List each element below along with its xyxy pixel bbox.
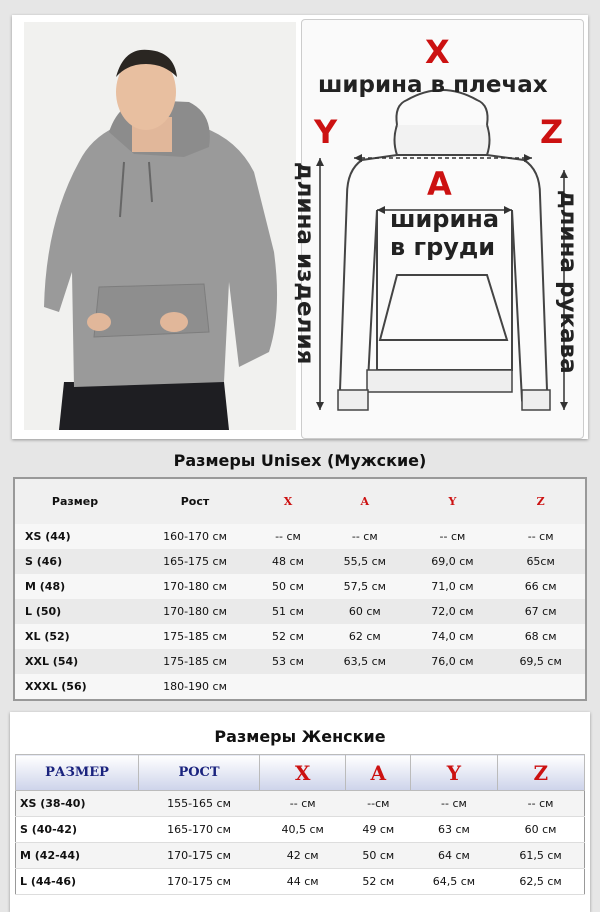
unisex-size-table (13, 477, 587, 701)
cell-a (321, 674, 409, 700)
cell-a: 63,5 см (321, 649, 409, 674)
header-size: РАЗМЕР (16, 755, 139, 791)
cell-a: 57,5 см (321, 574, 409, 599)
cell-z: 66 см (496, 574, 586, 599)
chest-label-line2: в груди (390, 233, 496, 261)
table-row (14, 674, 586, 700)
header-y: Y (411, 755, 497, 791)
cell-y: 69,0 см (409, 549, 497, 574)
women-title: Размеры Женские (214, 727, 386, 746)
cell-a: --см (346, 791, 411, 817)
cell-height: 170-175 см (139, 843, 260, 869)
header-size: Размер (51, 495, 99, 508)
table-row (14, 624, 586, 649)
cell-y: 76,0 см (409, 649, 497, 674)
header-height: Рост (180, 495, 210, 508)
cell-y: 71,0 см (409, 574, 497, 599)
table-header-row (14, 478, 586, 524)
cell-y (409, 674, 497, 700)
header-height: РОСТ (139, 755, 260, 791)
cell-y: 63 см (411, 817, 497, 843)
cell-y: 72,0 см (409, 599, 497, 624)
cell-x: 52 см (255, 624, 321, 649)
cell-z: -- см (496, 524, 586, 549)
table-row (14, 574, 586, 599)
cell-size: XXXL (56) (14, 674, 135, 700)
cell-size: M (42-44) (16, 843, 139, 869)
cell-height: 160-170 см (135, 524, 255, 549)
table-row (14, 599, 586, 624)
cell-a: -- см (321, 524, 409, 549)
z-letter: Z (540, 113, 564, 151)
header-a: A (360, 495, 370, 508)
cell-y: 64,5 см (411, 869, 497, 895)
unisex-title: Размеры Unisex (Мужские) (173, 451, 427, 470)
chest-label-line1: ширина (390, 205, 500, 233)
cell-height: 165-175 см (135, 549, 255, 574)
cell-height: 175-185 см (135, 624, 255, 649)
cell-a: 52 см (346, 869, 411, 895)
table-row (16, 843, 585, 869)
cell-size: L (44-46) (16, 869, 139, 895)
cell-z: -- см (497, 791, 584, 817)
cell-x: 42 см (260, 843, 346, 869)
header-x: X (260, 755, 346, 791)
cell-y: 74,0 см (409, 624, 497, 649)
cell-x (255, 674, 321, 700)
table-header-row (16, 755, 585, 791)
cell-size: S (46) (14, 549, 135, 574)
cell-size: S (40-42) (16, 817, 139, 843)
cell-x: 40,5 см (260, 817, 346, 843)
x-letter: X (425, 33, 450, 71)
cell-size: XL (52) (14, 624, 135, 649)
cell-y: 64 см (411, 843, 497, 869)
cell-x: -- см (260, 791, 346, 817)
cell-height: 170-180 см (135, 574, 255, 599)
cell-z: 69,5 см (496, 649, 586, 674)
cell-z: 62,5 см (497, 869, 584, 895)
cell-a: 49 см (346, 817, 411, 843)
cell-size: XS (44) (14, 524, 135, 549)
table-row (16, 869, 585, 895)
y-letter: Y (314, 113, 338, 151)
sleeve-label: длина рукава (555, 190, 581, 374)
cell-y: -- см (411, 791, 497, 817)
header-y: Y (448, 495, 457, 508)
cell-size: XXL (54) (14, 649, 135, 674)
length-label: длина изделия (292, 162, 318, 365)
table-row (14, 649, 586, 674)
header-z: Z (497, 755, 584, 791)
cell-x: 48 см (255, 549, 321, 574)
cell-height: 155-165 см (139, 791, 260, 817)
cell-size: L (50) (14, 599, 135, 624)
header-x: X (283, 495, 293, 508)
cell-a: 60 см (321, 599, 409, 624)
model-illustration (24, 22, 296, 430)
cell-x: -- см (255, 524, 321, 549)
cell-x: 44 см (260, 869, 346, 895)
cell-height: 170-180 см (135, 599, 255, 624)
cell-height: 175-185 см (135, 649, 255, 674)
cell-z: 61,5 см (497, 843, 584, 869)
shoulder-label: ширина в плечах (318, 72, 548, 98)
cell-z (496, 674, 586, 700)
cell-height: 165-170 см (139, 817, 260, 843)
header-z: Z (536, 495, 545, 508)
cell-a: 50 см (346, 843, 411, 869)
cell-size: M (48) (14, 574, 135, 599)
cell-z: 65см (496, 549, 586, 574)
women-size-table (15, 754, 585, 895)
cell-height: 170-175 см (139, 869, 260, 895)
a-letter: A (427, 165, 452, 203)
cell-a: 55,5 см (321, 549, 409, 574)
cell-z: 67 см (496, 599, 586, 624)
cell-z: 60 см (497, 817, 584, 843)
cell-x: 53 см (255, 649, 321, 674)
cell-x: 50 см (255, 574, 321, 599)
table-row (14, 549, 586, 574)
cell-height: 180-190 см (135, 674, 255, 700)
table-row (16, 817, 585, 843)
cell-x: 51 см (255, 599, 321, 624)
table-row (16, 791, 585, 817)
cell-size: XS (38-40) (16, 791, 139, 817)
table-row (14, 524, 586, 549)
cell-a: 62 см (321, 624, 409, 649)
cell-z: 68 см (496, 624, 586, 649)
cell-y: -- см (409, 524, 497, 549)
header-a: A (346, 755, 411, 791)
model-photo (24, 22, 296, 430)
